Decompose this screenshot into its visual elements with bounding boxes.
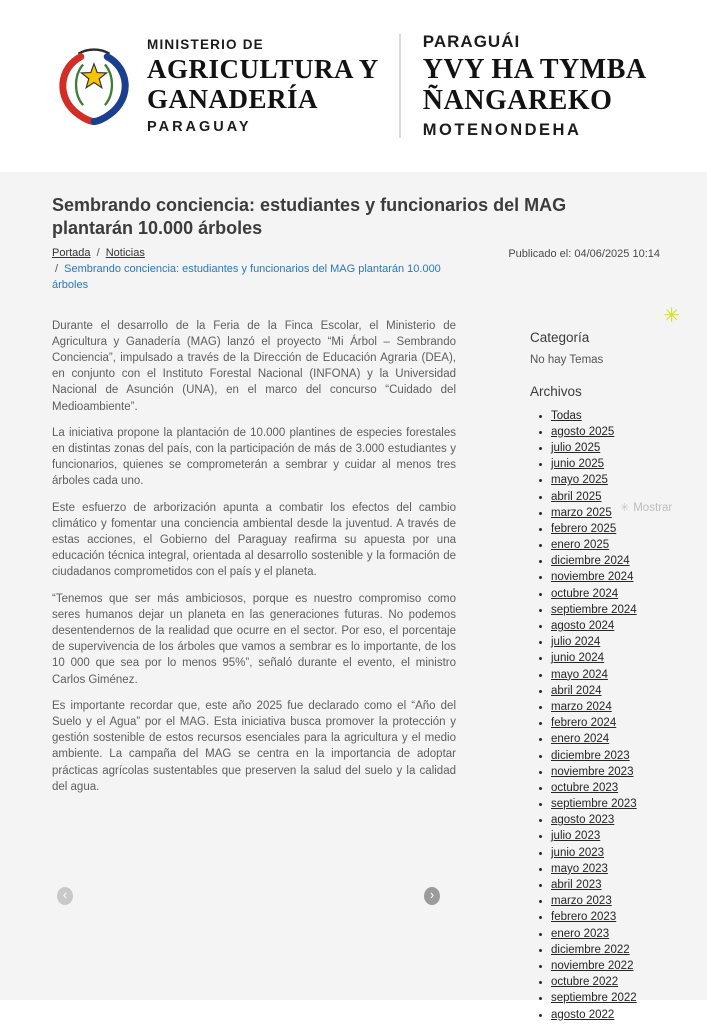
archive-link[interactable]: enero 2024 (551, 733, 610, 746)
archive-item (551, 700, 660, 713)
archive-item (551, 797, 660, 810)
archive-link[interactable]: febrero 2025 (551, 522, 617, 535)
archive-item (551, 959, 660, 972)
guarani-prefix: PARAGUÁI (422, 32, 521, 52)
archive-item (551, 619, 660, 632)
sidebar (530, 318, 660, 1024)
breadcrumb-separator: / (55, 262, 59, 275)
site-header (0, 0, 707, 172)
mostrar-tooltip[interactable] (617, 501, 675, 515)
archive-link[interactable]: diciembre 2024 (551, 555, 630, 568)
archive-item (551, 668, 660, 681)
archive-link[interactable]: marzo 2024 (551, 700, 612, 713)
next-arrow-button[interactable]: › (424, 887, 440, 905)
archive-link[interactable]: enero 2025 (551, 539, 610, 552)
archive-link[interactable]: diciembre 2023 (551, 749, 630, 762)
archive-item (551, 862, 660, 875)
archive-link[interactable]: abril 2024 (551, 684, 602, 697)
guarani-name-block (423, 32, 647, 140)
meta-row (52, 246, 660, 294)
article-paragraph: Este esfuerzo de arborización apunta a combatir los efectos del cambio climático y fomentar una conciencia ambiental desde la juventud. A través de estas acciones, el Gobierno del Paraguay reafirma su apuesta por una educación técnica integral, orientada al desarrollo sostenible y la formación de ciudadanos comprometidos con el país y el planeta. (52, 501, 456, 579)
breadcrumb-separator: / (96, 246, 100, 259)
archive-link[interactable]: octubre 2024 (551, 587, 619, 600)
archive-link[interactable]: octubre 2022 (551, 976, 619, 989)
archive-link[interactable]: mayo 2023 (551, 862, 608, 875)
archive-item (551, 603, 660, 616)
archive-item (551, 943, 660, 956)
category-empty-text: No hay Temas (530, 353, 604, 366)
ministry-name-block (147, 37, 379, 135)
archive-link[interactable]: Todas (551, 409, 582, 422)
archive-link[interactable]: febrero 2023 (551, 911, 617, 924)
archive-link[interactable]: diciembre 2022 (551, 943, 630, 956)
archive-link[interactable]: septiembre 2024 (551, 603, 637, 616)
archive-item (551, 991, 660, 1004)
archive-item (551, 732, 660, 745)
archive-link[interactable]: junio 2023 (551, 846, 605, 859)
main-content (0, 172, 707, 1024)
archive-link[interactable]: marzo 2023 (551, 895, 612, 908)
archive-link[interactable]: agosto 2023 (551, 814, 615, 827)
article-body (52, 318, 456, 1024)
archive-link[interactable]: abril 2025 (551, 490, 602, 503)
archive-item (551, 781, 660, 794)
published-date: Publicado el: 04/06/2025 10:14 (508, 247, 660, 260)
archive-link[interactable]: noviembre 2023 (551, 765, 634, 778)
archive-item (551, 749, 660, 762)
archive-item (551, 927, 660, 940)
header-divider (399, 34, 401, 138)
archive-link[interactable]: septiembre 2023 (551, 798, 637, 811)
archive-item (551, 441, 660, 454)
breadcrumb-current[interactable]: Sembrando conciencia: estudiantes y funcionarios del MAG plantarán 10.000 árboles (52, 262, 441, 291)
archive-item (551, 473, 660, 486)
archive-item (551, 570, 660, 583)
breadcrumb (52, 246, 452, 294)
archive-link[interactable]: agosto 2025 (551, 425, 615, 438)
archive-item (551, 409, 660, 422)
archive-item (551, 684, 660, 697)
archive-link[interactable]: agosto 2024 (551, 620, 615, 633)
archive-link[interactable]: marzo 2025 (551, 506, 612, 519)
ministry-name-line1: AGRICULTURA Y (147, 53, 379, 84)
archive-link[interactable]: septiembre 2022 (551, 992, 637, 1005)
archive-item (551, 1008, 660, 1021)
archive-link[interactable]: enero 2023 (551, 927, 610, 940)
archive-link[interactable]: mayo 2024 (551, 668, 608, 681)
archive-item (551, 846, 660, 859)
archive-item (551, 829, 660, 842)
page-title: Sembrando conciencia: estudiantes y funcionarios del MAG plantarán 10.000 árboles (52, 195, 567, 239)
mostrar-label: Mostrar (633, 502, 673, 514)
archive-link[interactable]: abril 2023 (551, 879, 602, 892)
archive-item (551, 522, 660, 535)
archive-item (551, 538, 660, 551)
ministry-prefix: MINISTERIO DE (147, 36, 264, 52)
archive-item (551, 765, 660, 778)
ministry-name-line2: GANADERÍA (147, 83, 319, 114)
coat-of-arms-graphic (55, 39, 133, 133)
article-paragraph: “Tenemos que ser más ambiciosos, porque es nuestro compromiso como seres humanos dejar un planeta en las generaciones futuras. No podemos desentendernos de la realidad que ocurre en el sector. Por eso, el porcentaje de supervivencia de los árboles que vamos a sembrar es lo importante, de los 10 000 que sea por lo menos 95%”, señaló durante el evento, el ministro Carlos Giménez. (52, 592, 456, 686)
archive-item (551, 651, 660, 664)
archive-item (551, 425, 660, 438)
archive-item (551, 587, 660, 600)
flower-icon: ✳ (663, 305, 680, 327)
ministry-country: PARAGUAY (147, 119, 252, 136)
archive-link[interactable]: julio 2025 (551, 441, 601, 454)
guarani-name-line1: YVY HA TYMBA (422, 54, 647, 86)
archive-link[interactable]: octubre 2023 (551, 781, 619, 794)
archive-link[interactable]: junio 2025 (551, 458, 605, 471)
breadcrumb-home-link[interactable]: Portada (52, 246, 91, 259)
archive-link[interactable]: noviembre 2022 (551, 959, 634, 972)
archive-link[interactable]: noviembre 2024 (551, 571, 634, 584)
archives-title: Archivos (530, 383, 582, 399)
archive-item (551, 910, 660, 923)
spinner-icon: ✳ (620, 501, 630, 514)
category-title: Categoría (530, 329, 590, 345)
article-paragraph: Es importante recordar que, este año 2025 fue declarado como el “Año del Suelo y el Agua” por el MAG. Esta iniciativa busca promover la protección y gestión sostenible de estos recursos esenciales para la agricultura y el medio ambiente. La campaña del MAG se centra en la importancia de adoptar prácticas agrícolas sustentables que preserven la salud del suelo y la calidad del agua. (52, 699, 456, 793)
prev-arrow-button[interactable]: ‹ (57, 887, 73, 905)
archive-link[interactable]: mayo 2025 (551, 474, 608, 487)
guarani-suffix: MOTENONDEHA (422, 120, 582, 139)
archive-item (551, 554, 660, 567)
content-row (52, 318, 660, 1024)
breadcrumb-line-current (52, 262, 452, 294)
archive-item (551, 975, 660, 988)
archive-link[interactable]: junio 2024 (551, 652, 605, 665)
archive-item (551, 716, 660, 729)
coat-of-arms-logo[interactable] (55, 39, 133, 133)
archive-item (551, 894, 660, 907)
breadcrumb-line-top (52, 246, 452, 262)
article-paragraph: La iniciativa propone la plantación de 10.000 plantines de especies forestales en distintas zonas del país, con la participación de más de 3.000 estudiantes y funcionarios, quienes se comprometerán a sembrar y cuidar al menos tres árboles cada uno. (52, 426, 456, 488)
article-paragraph: Durante el desarrollo de la Feria de la Finca Escolar, el Ministerio de Agricultura y Ganadería (MAG) lanzó el proyecto “Mi Árbol – Sembrando Conciencia”, impulsado a través de la Dirección de Educación Agraria (DEA), en conjunto con el Instituto Forestal Nacional (INFONA) y la Universidad Nacional de Asunción (UNA), en el marco del concurso “Cuidado del Medioambiente”. (52, 319, 456, 413)
archive-item (551, 457, 660, 470)
guarani-name-line2: ÑANGAREKO (422, 85, 613, 116)
archive-link[interactable]: febrero 2024 (551, 717, 617, 730)
archive-link[interactable]: julio 2024 (551, 636, 601, 649)
archive-item (551, 878, 660, 891)
archive-link[interactable]: agosto 2022 (551, 1008, 615, 1021)
breadcrumb-section-link[interactable]: Noticias (105, 246, 145, 259)
archive-item (551, 635, 660, 648)
archive-link[interactable]: julio 2023 (551, 830, 601, 843)
archive-item (551, 813, 660, 826)
